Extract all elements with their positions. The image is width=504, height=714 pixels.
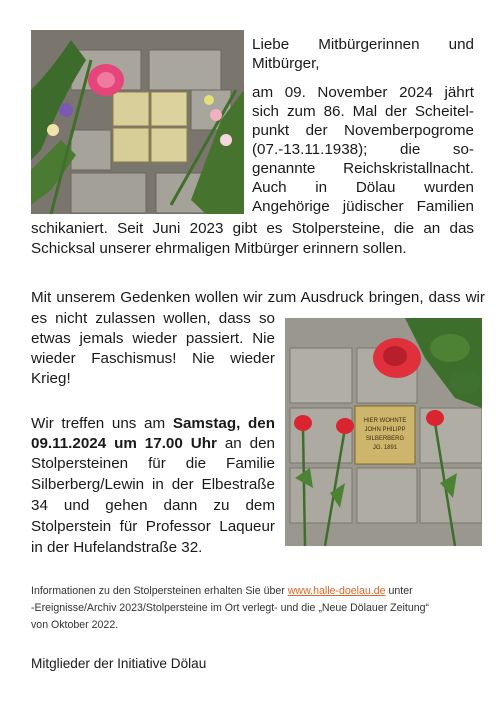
intro-line-2: sich zum 86. Mal der Scheitel- (252, 103, 474, 120)
stolperstein-photo-2 (285, 318, 482, 546)
plaque-line-2: JOHN PHILIPP (364, 427, 406, 433)
plaque-line-1: HIER WOHNTE (363, 418, 407, 424)
meeting-line-4: Silberberg/Lewin in der Elbestraße (31, 476, 275, 493)
intro-full-line-2: Schicksal unserer ehrmaligen Mitbürger erinnern sollen. (31, 240, 407, 257)
info-line-2: -Ereignisse/Archiv 2023/Stolpersteine im Ort verlegt- und die „Neue Dölauer Zeitung“ (31, 602, 430, 614)
memory-line-4: wieder Faschismus! Nie wieder (31, 350, 275, 367)
signature: Mitglieder der Initiative Dölau (31, 656, 207, 671)
plaque-line-4: JG. 1891 (372, 445, 398, 451)
memory-line-2: es nicht zulassen wollen, dass so (31, 310, 275, 327)
memory-line-1: Mit unserem Gedenken wollen wir zum Ausdruck bringen, dass wir (31, 289, 485, 306)
greeting-line-2: Mitbürger, (252, 55, 320, 72)
plaque-line-3: SILBERBERG (365, 436, 405, 442)
intro-line-5: genannte Reichskristallnacht. (252, 160, 474, 177)
memory-line-3: etwas jemals wieder passiert. Nie (31, 330, 275, 347)
meeting-time-bold: 09.11.2024 um 17.00 Uhr (31, 435, 217, 452)
info-line-3: von Oktober 2022. (31, 619, 119, 631)
intro-line-3: punkt der Novemberpogrome (252, 122, 474, 139)
intro-line-7: Angehörige jüdischer Familien (252, 198, 474, 215)
intro-line-1: am 09. November 2024 jährt (252, 84, 474, 101)
memory-line-5: Krieg! (31, 370, 71, 387)
website-link[interactable]: www.halle-doelau.de (287, 585, 386, 597)
meeting-line-5: 34 und gehen dann zu dem (31, 497, 275, 514)
intro-full-line-1: schikaniert. Seit Juni 2023 gibt es Stolpersteine, die an das (31, 220, 474, 237)
meeting-line-2: 09.11.2024 um 17.00 Uhr an den (31, 435, 275, 452)
intro-line-4: (07.-13.11.1938); die so- (252, 141, 474, 158)
meeting-line-6: Stolperstein für Professor Laqueur (31, 518, 275, 535)
meeting-line-1: Wir treffen uns am Samstag, den (31, 415, 276, 432)
info-line-1: Informationen zu den Stolpersteinen erhalten Sie über www.halle-doelau.de unter (31, 585, 413, 597)
stolpersteine-photo-1 (31, 30, 244, 214)
meeting-line-7: in der Hufelandstraße 32. (31, 539, 203, 556)
meeting-line-3: Stolpersteinen für die Familie (31, 455, 275, 472)
intro-line-6: Auch in Dölau wurden (252, 179, 474, 196)
meeting-date-bold: Samstag, den (172, 415, 276, 432)
greeting-line-1: Liebe Mitbürgerinnen und (252, 36, 474, 53)
